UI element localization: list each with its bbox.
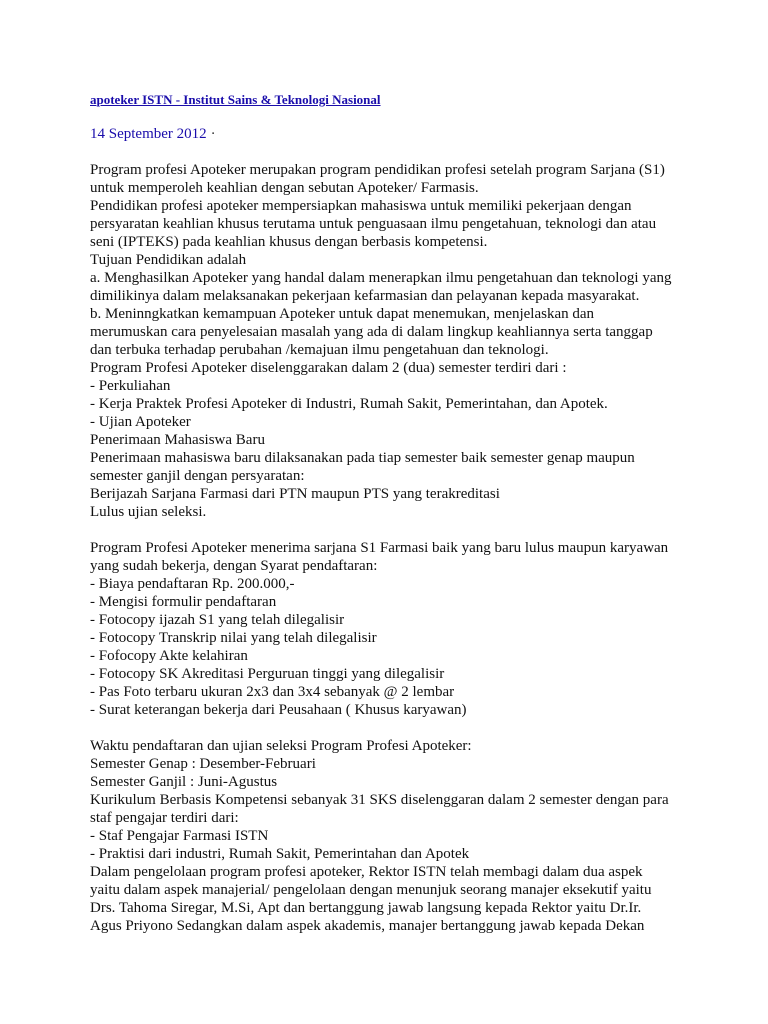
text-line: - Kerja Praktek Profesi Apoteker di Industri, Rumah Sakit, Pemerintahan, dan Apotek. <box>90 396 608 412</box>
text-line: persyaratan keahlian khusus terutama untuk penguasaan ilmu pengetahuan, teknologi dan atau <box>90 216 657 232</box>
text-line: - Pas Foto terbaru ukuran 2x3 dan 3x4 sebanyak @ 2 lembar <box>90 684 455 700</box>
title-first-letter: a <box>90 92 97 107</box>
text-line: merumuskan cara penyelesaian masalah yang ada di dalam lingkup keahliannya serta tanggap <box>90 324 653 340</box>
text-line: Agus Priyono Sedangkan dalam aspek akademis, manajer bertanggung jawab kepada Dekan <box>90 918 645 934</box>
text-line: - Biaya pendaftaran Rp. 200.000,- <box>90 576 295 592</box>
article-title <box>90 92 381 108</box>
text-line: yang sudah bekerja, dengan Syarat pendaftaran: <box>90 558 378 574</box>
text-line: Kurikulum Berbasis Kompetensi sebanyak 31 SKS diselenggaran dalam 2 semester dengan para <box>90 792 669 808</box>
text-line: staf pengajar terdiri dari: <box>90 810 239 826</box>
text-line: Tujuan Pendidikan adalah <box>90 252 247 268</box>
text-line: - Surat keterangan bekerja dari Peusahaan ( Khusus karyawan) <box>90 702 467 718</box>
text-line: Semester Genap : Desember-Februari <box>90 756 316 772</box>
text-line: a. Menghasilkan Apoteker yang handal dalam menerapkan ilmu pengetahuan dan teknologi yang <box>90 270 672 286</box>
date-separator: · <box>210 126 216 142</box>
text-line: Pendidikan profesi apoteker mempersiapkan mahasiswa untuk memiliki pekerjaan dengan <box>90 198 632 214</box>
text-line: Program Profesi Apoteker diselenggarakan dalam 2 (dua) semester terdiri dari : <box>90 360 567 376</box>
paragraph <box>90 539 710 719</box>
article-body <box>90 161 710 935</box>
text-line: Berijazah Sarjana Farmasi dari PTN maupun PTS yang terakreditasi <box>90 486 500 502</box>
text-line: - Staf Pengajar Farmasi ISTN <box>90 828 269 844</box>
title-rest: poteker ISTN - Institut Sains & Teknologi Nasional <box>96 92 381 107</box>
text-line: - Fotocopy ijazah S1 yang telah dilegalisir <box>90 612 345 628</box>
text-line: seni (IPTEKS) pada keahlian khusus dengan berbasis kompetensi. <box>90 234 488 250</box>
paragraph-gap <box>90 719 710 737</box>
text-line: - Praktisi dari industri, Rumah Sakit, Pemerintahan dan Apotek <box>90 846 470 862</box>
text-line: Dalam pengelolaan program profesi apoteker, Rektor ISTN telah membagi dalam dua aspek <box>90 864 643 880</box>
paragraph <box>90 161 710 521</box>
post-date-row <box>90 126 216 143</box>
text-line: - Mengisi formulir pendaftaran <box>90 594 277 610</box>
text-line: - Perkuliahan <box>90 378 171 394</box>
text-line: untuk memperoleh keahlian dengan sebutan Apoteker/ Farmasis. <box>90 180 479 196</box>
post-date-link[interactable]: 14 September 2012 <box>90 126 207 142</box>
text-line: Penerimaan Mahasiswa Baru <box>90 432 265 448</box>
paragraph-gap <box>90 521 710 539</box>
text-line: Program Profesi Apoteker menerima sarjana S1 Farmasi baik yang baru lulus maupun karyawan <box>90 540 669 556</box>
text-line: Program profesi Apoteker merupakan program pendidikan profesi setelah program Sarjana (S1) <box>90 162 665 178</box>
text-line: - Fofocopy Akte kelahiran <box>90 648 248 664</box>
paragraph <box>90 737 710 935</box>
text-line: dan terbuka terhadap perubahan /kemajuan ilmu pengetahuan dan teknologi. <box>90 342 549 358</box>
text-line: b. Meninngkatkan kemampuan Apoteker untuk dapat menemukan, menjelaskan dan <box>90 306 595 322</box>
text-line: Lulus ujian seleksi. <box>90 504 207 520</box>
article-title-link[interactable] <box>90 92 381 107</box>
text-line: dimilikinya dalam melaksanakan pekerjaan kefarmasian dan pelayanan kepada masyarakat. <box>90 288 640 304</box>
text-line: yaitu dalam aspek manajerial/ pengelolaan dengan menunjuk seorang manajer eksekutif yaitu <box>90 882 652 898</box>
text-line: Waktu pendaftaran dan ujian seleksi Program Profesi Apoteker: <box>90 738 472 754</box>
text-line: semester ganjil dengan persyaratan: <box>90 468 305 484</box>
text-line: Drs. Tahoma Siregar, M.Si, Apt dan bertanggung jawab langsung kepada Rektor yaitu Dr.Ir. <box>90 900 642 916</box>
text-line: - Ujian Apoteker <box>90 414 191 430</box>
text-line: - Fotocopy SK Akreditasi Perguruan tinggi yang dilegalisir <box>90 666 445 682</box>
text-line: Penerimaan mahasiswa baru dilaksanakan pada tiap semester baik semester genap maupun <box>90 450 635 466</box>
text-line: Semester Ganjil : Juni-Agustus <box>90 774 278 790</box>
text-line: - Fotocopy Transkrip nilai yang telah dilegalisir <box>90 630 377 646</box>
